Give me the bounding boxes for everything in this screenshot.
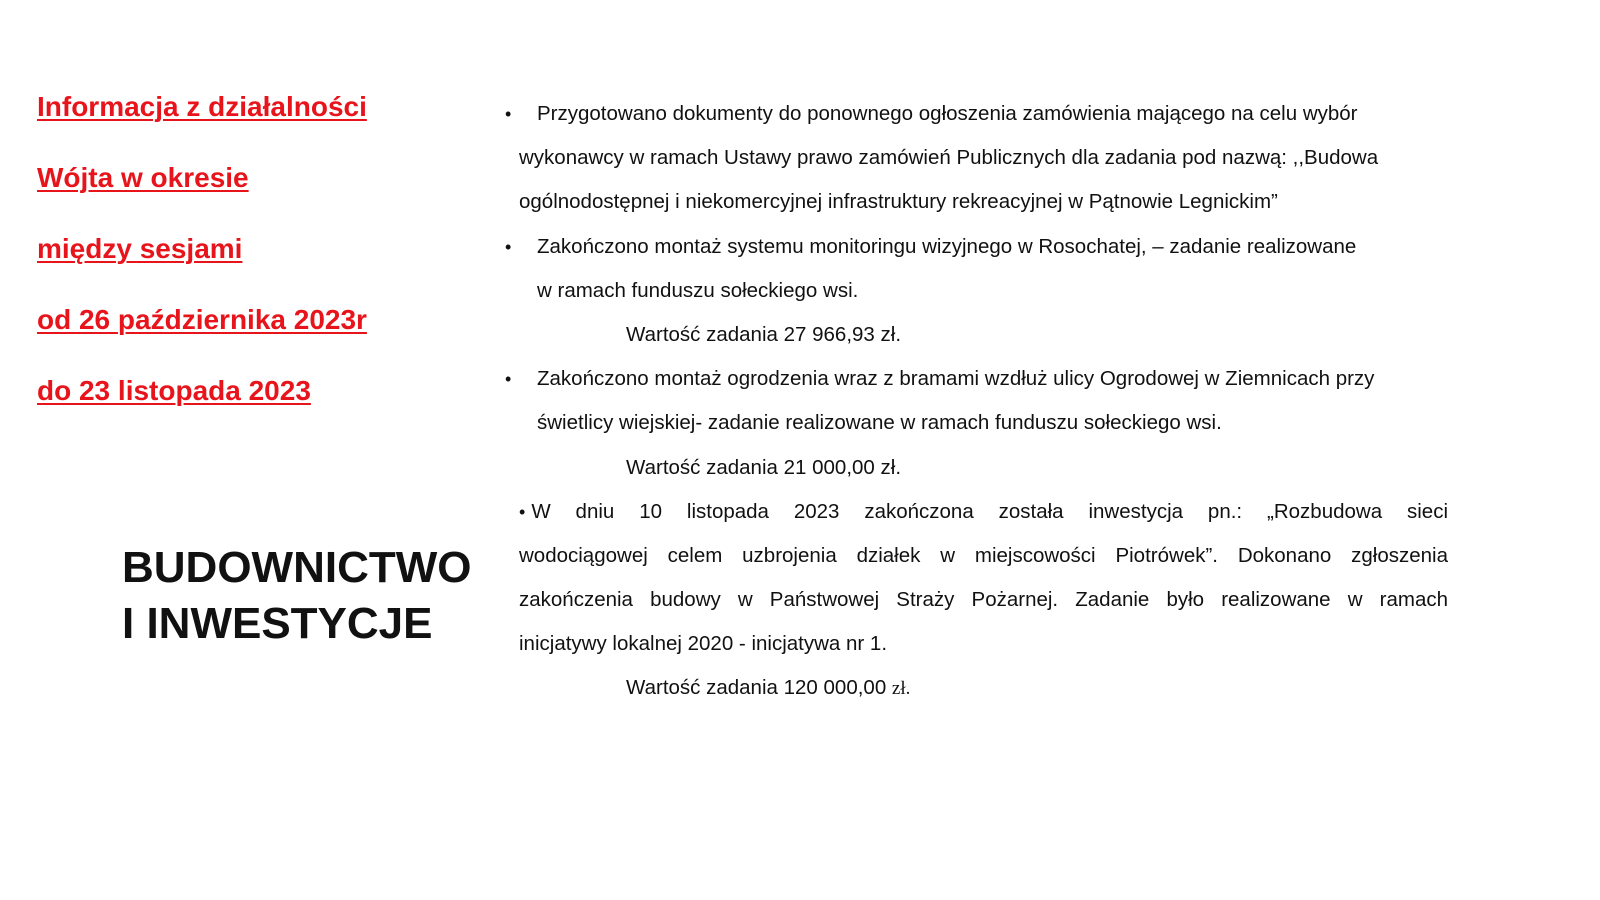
item-2-text-1: Zakończono montaż systemu monitoringu wizyjnego w Rosochatej, – zadanie realizowane bbox=[537, 234, 1357, 258]
info-line-4: od 26 października 2023r bbox=[37, 304, 367, 335]
item-3-value: Wartość zadania 21 000,00 zł. bbox=[626, 455, 902, 479]
item-1-line-3: ogólnodostępnej i niekomercyjnej infrastruktury rekreacyjnej w Pątnowie Legnickim” bbox=[519, 190, 1278, 214]
item-4-line-1 bbox=[505, 490, 1448, 534]
item-2-value: Wartość zadania 27 966,93 zł. bbox=[626, 322, 902, 346]
bullet-icon: • bbox=[505, 104, 512, 124]
info-line-3: między sesjami bbox=[37, 233, 243, 264]
item-3-line-1 bbox=[505, 357, 1455, 401]
item-3-text-1: Zakończono montaż ogrodzenia wraz z bramami wzdłuż ulicy Ogrodowej w Ziemnicach przy bbox=[537, 367, 1375, 391]
item-4-line-4: inicjatywy lokalnej 2020 - inicjatywa nr 1. bbox=[519, 632, 888, 656]
item-4-value-unit: zł. bbox=[891, 678, 911, 700]
section-title bbox=[122, 540, 502, 652]
section-title-line-2: I INWESTYCJE bbox=[122, 599, 433, 648]
content-list bbox=[505, 92, 1455, 711]
item-1-text-1: Przygotowano dokumenty do ponownego ogłoszenia zamówienia mającego na celu wybór bbox=[537, 102, 1358, 125]
item-3-line-2: świetlicy wiejskiej- zadanie realizowane w ramach funduszu sołeckiego wsi. bbox=[537, 411, 1222, 435]
item-1-line-2: wykonawcy w ramach Ustawy prawo zamówień Publicznych dla zadania pod nazwą: ,,Budowa bbox=[519, 146, 1379, 170]
item-2-line-1 bbox=[505, 225, 1455, 269]
item-4-line-3: zakończenia budowy w Państwowej Straży Pożarnej. Zadanie było realizowane w ramach bbox=[519, 588, 1448, 612]
item-2-line-2: w ramach funduszu sołeckiego wsi. bbox=[537, 278, 859, 302]
item-1-line-1 bbox=[505, 92, 1455, 136]
item-4-text-1: W dniu 10 listopada 2023 zakończona została inwestycja pn.: „Rozbudowa sieci bbox=[531, 499, 1448, 523]
info-line-5: do 23 listopada 2023 bbox=[37, 375, 311, 406]
section-title-line-1: BUDOWNICTWO bbox=[122, 543, 472, 592]
info-header bbox=[37, 92, 477, 447]
item-4-value bbox=[505, 666, 1455, 710]
item-4-line-2: wodociągowej celem uzbrojenia działek w miejscowości Piotrówek”. Dokonano zgłoszenia bbox=[519, 543, 1448, 567]
info-line-1: Informacja z działalności bbox=[37, 91, 367, 122]
bullet-icon: • bbox=[505, 236, 512, 257]
bullet-icon: • bbox=[519, 501, 526, 522]
item-4-value-text: Wartość zadania 120 000,00 bbox=[626, 676, 887, 700]
info-line-2: Wójta w okresie bbox=[37, 162, 249, 193]
bullet-icon: • bbox=[505, 369, 512, 390]
